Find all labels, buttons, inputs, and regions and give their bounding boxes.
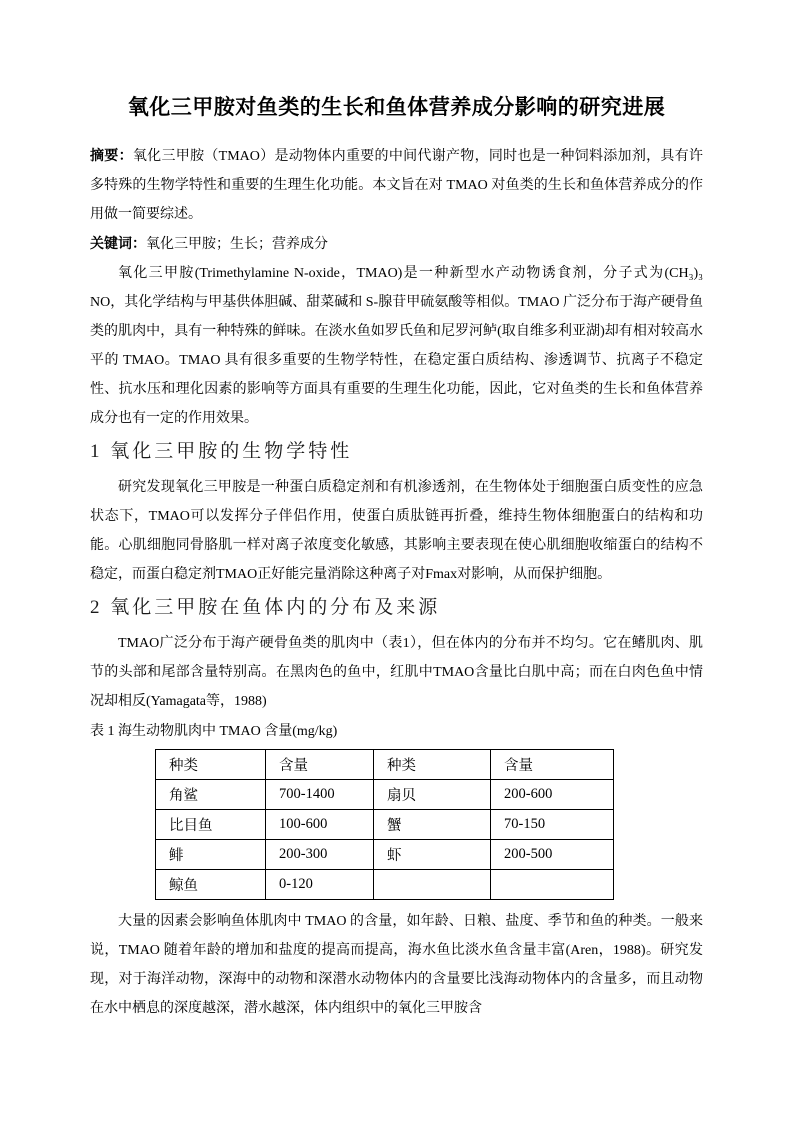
closing-paragraph: 大量的因素会影响鱼体肌肉中 TMAO 的含量，如年龄、日粮、盐度、季节和鱼的种类。一般来说，TMAO 随着年龄的增加和盐度的提高而提高，海水鱼比淡水鱼含量丰富(Aren，1988)。研究发现，对于海洋动物，深海中的动物和深潜水动物体内的含量要比浅海动物体内的含量多，而且动物在水中栖息的深度越深，潜水越深，体内组织中的氧化三甲胺含 bbox=[90, 914, 703, 1016]
table-row bbox=[156, 870, 614, 900]
table-header-cell: 种类 bbox=[156, 750, 266, 780]
table-cell: 鲸鱼 bbox=[156, 870, 266, 900]
keywords-text: 氧化三甲胺；生长；营养成分 bbox=[146, 237, 328, 252]
table-cell: 200-500 bbox=[491, 840, 614, 870]
table-cell: 100-600 bbox=[266, 810, 374, 840]
table-cell: 700-1400 bbox=[266, 780, 374, 810]
abstract-paragraph bbox=[90, 141, 703, 229]
section-1-paragraph: 研究发现氧化三甲胺是一种蛋白质稳定剂和有机渗透剂，在生物体处于细胞蛋白质变性的应急状态下，TMAO可以发挥分子伴侣作用，使蛋白质肽链再折叠，维持生物体细胞蛋白的结构和功能。心肌细胞同骨胳肌一样对离子浓度变化敏感，其影响主要表现在使心肌细胞收缩蛋白的结构不稳定，而蛋白稳定剂TMAO正好能完量消除这种离子对Fmax对影响，从而保护细胞。 bbox=[90, 480, 703, 582]
table-cell bbox=[491, 870, 614, 900]
table-1-caption: 表 1 海生动物肌肉中 TMAO 含量(mg/kg) bbox=[90, 724, 338, 739]
section-2-heading: 2 氧化三甲胺在鱼体内的分布及来源 bbox=[90, 597, 441, 618]
table-row bbox=[156, 840, 614, 870]
table-cell: 200-300 bbox=[266, 840, 374, 870]
table-cell: 70-150 bbox=[491, 810, 614, 840]
table-cell: 虾 bbox=[374, 840, 491, 870]
tmao-content-table bbox=[155, 749, 614, 900]
keywords-line bbox=[90, 229, 703, 259]
table-cell: 蟹 bbox=[374, 810, 491, 840]
keywords-label: 关键词： bbox=[90, 235, 146, 251]
table-cell: 鲱 bbox=[156, 840, 266, 870]
table-cell: 比目鱼 bbox=[156, 810, 266, 840]
abstract-label: 摘要： bbox=[90, 147, 133, 163]
table-header-cell: 种类 bbox=[374, 750, 491, 780]
table-header-cell: 含量 bbox=[491, 750, 614, 780]
section-2-paragraph: TMAO广泛分布于海产硬骨鱼类的肌肉中（表1），但在体内的分布并不均匀。它在鳍肌肉、肌节的头部和尾部含量特别高。在黑肉色的鱼中，红肌中TMAO含量比白肌中高；而在白肉色鱼中情况却相反(Yamagata等，1988) bbox=[90, 636, 703, 709]
table-cell bbox=[374, 870, 491, 900]
table-row bbox=[156, 780, 614, 810]
table-cell: 角鲨 bbox=[156, 780, 266, 810]
section-1-heading: 1 氧化三甲胺的生物学特性 bbox=[90, 441, 353, 462]
abstract-text: 氧化三甲胺（TMAO）是动物体内重要的中间代谢产物，同时也是一种饲料添加剂，具有许多特殊的生物学特性和重要的生理生化功能。本文旨在对 TMAO 对鱼类的生长和鱼体营养成分的作用做一简要综述。 bbox=[90, 149, 704, 222]
table-row bbox=[156, 810, 614, 840]
table-header-row bbox=[156, 750, 614, 780]
page-title: 氧化三甲胺对鱼类的生长和鱼体营养成分影响的研究进展 bbox=[127, 96, 666, 119]
table-cell: 200-600 bbox=[491, 780, 614, 810]
intro-paragraph: 氧化三甲胺(Trimethylamine N-oxide，TMAO)是一种新型水产动物诱食剂，分子式为(CH₃)₃ NO，其化学结构与甲基供体胆碱、甜菜碱和 S-腺苷甲硫氨酸等相似。TMAO 广泛分布于海产硬骨鱼类的肌肉中，具有一种特殊的鲜味。在淡水鱼如罗氏鱼和尼罗河鲈(取自维多利亚湖)却有相对较高水平的 TMAO。TMAO 具有很多重要的生物学特性，在稳定蛋白质结构、渗透调节、抗离子不稳定性、抗水压和理化因素的影响等方面具有重要的生理生化功能，因此，它对鱼类的生长和鱼体营养成分也有一定的作用效果。 bbox=[90, 266, 703, 426]
table-cell: 扇贝 bbox=[374, 780, 491, 810]
table-header-cell: 含量 bbox=[266, 750, 374, 780]
table-cell: 0-120 bbox=[266, 870, 374, 900]
